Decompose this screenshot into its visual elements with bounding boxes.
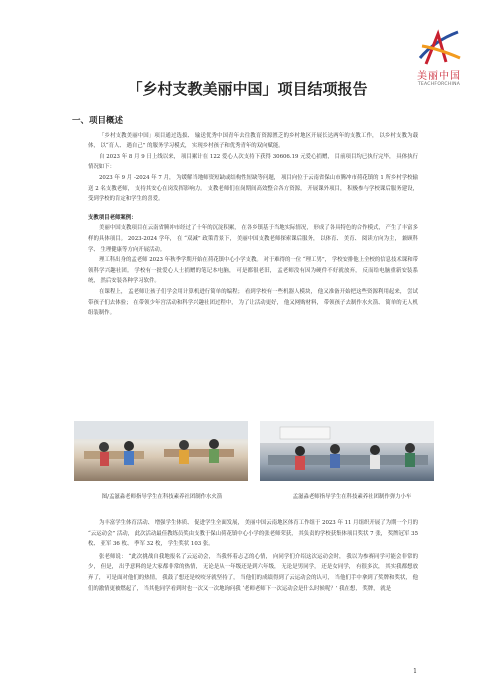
photo-row — [70, 421, 432, 481]
section-heading: 一、项目概述 — [72, 116, 124, 126]
paragraph: 理工科出身的孟老师 2023 年秋季学期开始在荷花镇中心小学支教。 对于难得的一位 “理工男”， 学校安排他上全校的信息技术课和带领科学兴趣社团。 学校有一批爱心人士捐赠的笔记本电脑， 可是都很老旧， 孟老师没有因为硬件不好就放弃， 反而给电脑重新安装系统， 然后安装各种学习软件。 — [88, 257, 418, 285]
paragraph: 在课程上， 孟老师让孩子们学会用计算机进行简单的编程； 看到学校有一些机器人模块， 他又准备开始把这些资源利用起来， 尝试带孩子们去体验； 在带领少年宫活动和科学兴趣社团过程中， 为了让活动更好， 他又网购材料， 带领孩子去制作水火箭、 简单的无人机组装制作。 — [88, 288, 418, 317]
photo-caption: 孟滋淼老师指导学生在科技素养社团制作弹力小车 — [292, 494, 412, 500]
paragraph: 张老师说： “此次挑战自我地报名了云运动会， 当我怀着忐忑的心情， 向同学们介绍这次运动会时， 我以为参赛同学可能会非常的少， 但是， 出乎意料的是大家都非常的热情， 无论是从一年级还是到六年级， 无论是男同学， 还是女同学， 有很多次， 其实我都想放弃了， 可是面对他们的热情， 我鼓了想还是咬咬牙就坚持了， 当他们的成绩得到了云运动会的认可， 当他们手中拿到了奖牌和奖状， 他们的激情更被燃起了， 当其他同学看到时也一次又一次地询问我 ‘老师老师下一次运动会是什么时候呢？’ 我在想， 奖牌， 就是 — [88, 553, 418, 592]
section-sports-meet — [88, 518, 418, 594]
logo-text-en: TEACHFORCHINA — [417, 82, 461, 87]
section-overview — [72, 116, 418, 319]
classroom-photo-water-rocket — [74, 421, 248, 481]
classroom-photo-elastic-car — [260, 421, 434, 481]
logo-text-cn: 美丽中国 — [417, 71, 461, 82]
paragraph: 「乡村支教美丽中国」项目通过选拔、 输送优秀中国青年去往教育资源匮乏的乡村地区开展长达两年的支教工作， 以乡村支教为载体， 以“育人、 遇自己” 的服务学习模式， 实现乡村孩子和优秀青年的双向赋能。 — [88, 132, 418, 150]
subheading: 支教项目老师案例： — [88, 214, 137, 221]
paragraph: 为丰富学生体育活动、 增强学生体质、 促进学生全面发展， 美丽中国云南地区体育工作组于 2023 年 11 月组织开展了为期一个月的 “云运动会” 活动， 此次活动最佳教练员奖由支教于保山荷花镇中心小学的张老师荣获， 其负责的学校获集体项目奖状 7 张， 奖牌冠军 35 枚、 亚军 36 枚、 季军 32 枚， 学生奖状 103 张。 — [88, 520, 418, 548]
star-logo-icon — [416, 28, 462, 66]
photo-caption: 图/孟滋淼老师指导学生在科技素养社团制作水火箭 — [101, 494, 223, 500]
page-number: 1 — [413, 668, 417, 675]
paragraph: 美丽中国支教项目在云南省腾冲市经过了十年的沉淀积累， 在各乡镇基于当地实际情况， 形成了各具特色的合作模式， 产生了丰富多样的具体项目。 2023-2024 学年， 在 “双减” 政策背景下， 美丽中国支教老师探索课后服务， 以体育、 美育、 阅读方向为主， 兼顾科学、 生理健康等方向开展活动。 — [88, 225, 418, 253]
page-title: 「乡村支教美丽中国」项目结项报告 — [127, 80, 368, 98]
paragraph: 2023 年 9 月 -2024 年 7 月， 为缓解当地师资短缺或结构性短缺等问题， 项目向位于云南省保山市腾冲市荷花镇的 1 所乡村学校输送 2 名支教老师， 支持其安心在岗发挥影响力。 支教老师们在岗期间高效整合各方资源， 开展课外项目， 积极参与学校课后服务建设， 受到学校的肯定和学生的喜爱。 — [88, 174, 418, 203]
paragraph: 自 2023 年 8 月 9 日上线以来， 项目累计在 122 爱心人次支持下获得 30606.19 元爱心捐赠， 目前项目均已执行完毕， 具体执行情况如下： — [88, 153, 418, 171]
